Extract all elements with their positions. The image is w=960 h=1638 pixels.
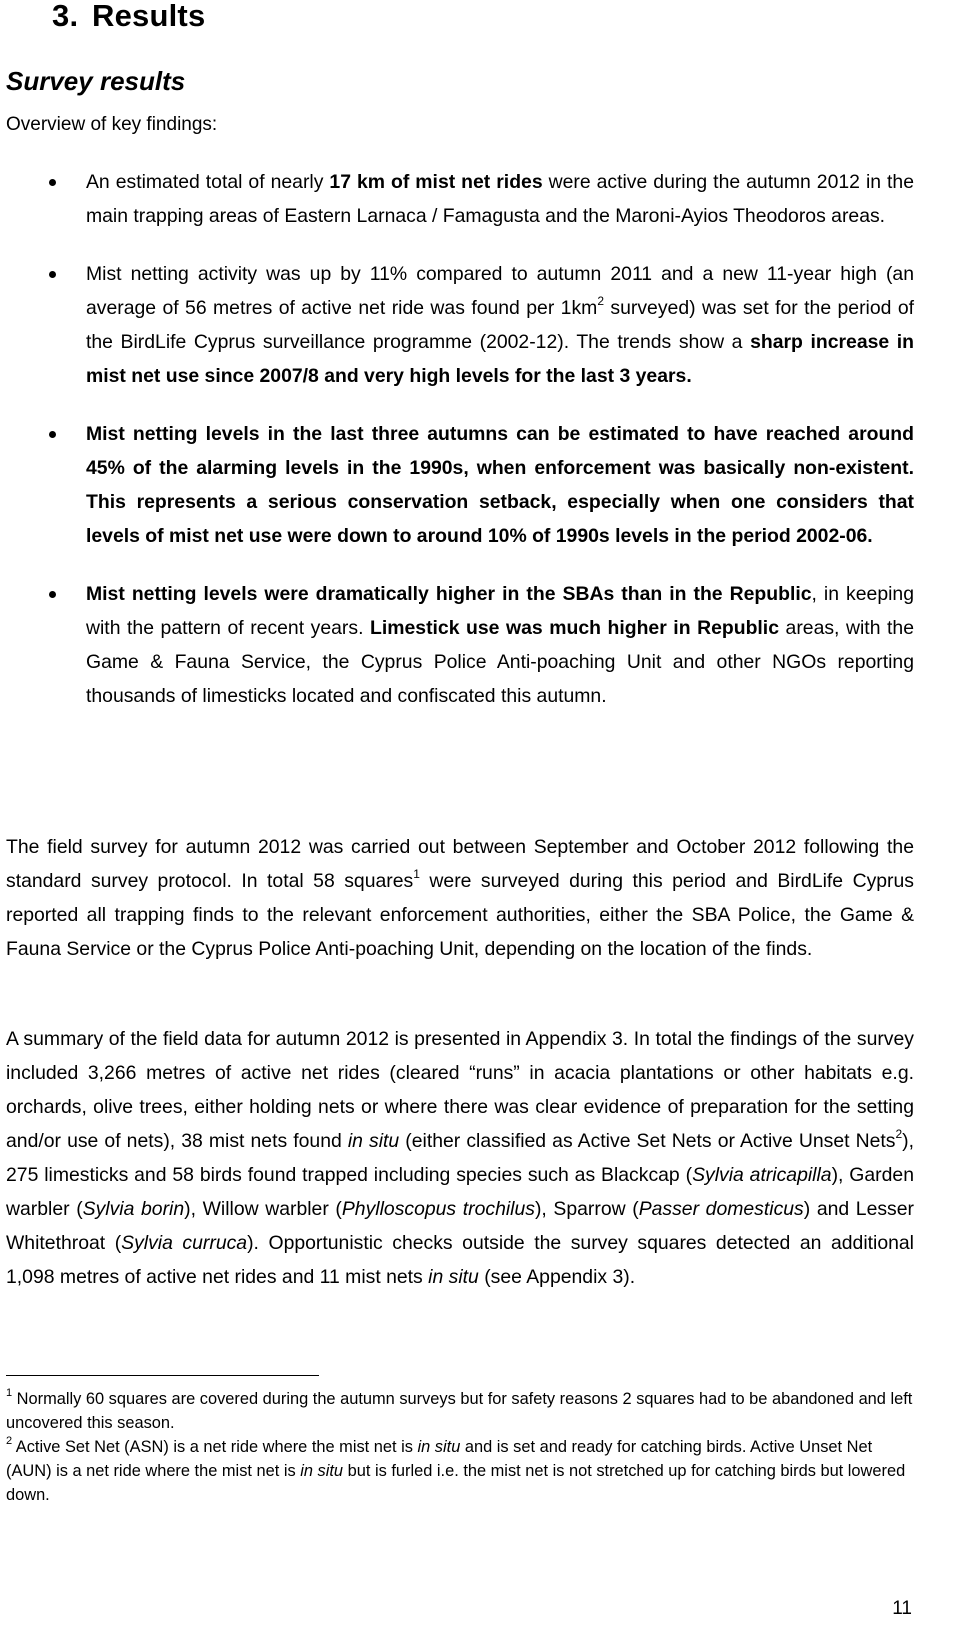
- footnote-divider: [6, 1375, 319, 1376]
- superscript: 2: [597, 293, 605, 308]
- italic-text-run: in situ: [417, 1438, 461, 1456]
- overview-label: Overview of key findings:: [6, 114, 218, 135]
- body-paragraph-summary: [6, 1022, 914, 1294]
- italic-text-run: Sylvia borin: [82, 1198, 185, 1220]
- text-run: A summary of the field data for autumn 2012 is presented in Appendix 3. In total the findings of the survey included 3,266 metres of active net rides (cleared “runs” in acacia plantations or other habitats e.g. orchards, olive trees, either holding nets or where there was clear evidence of preparation for the setting and/or use of nets), 38 mist nets found: [6, 1028, 914, 1152]
- footnote-text: Active Set Net (ASN) is a net ride where the mist net is: [12, 1438, 418, 1456]
- italic-text-run: in situ: [347, 1130, 400, 1152]
- text-run: were active during the autumn 2012 in the main trapping areas of Eastern Larnaca / Famagusta and the Maroni-Ayios Theodoros areas.: [86, 171, 914, 227]
- text-run: (either classified as Active Set Nets or Active Unset Nets: [399, 1130, 896, 1152]
- text-run: were surveyed during this period and BirdLife Cyprus reported all trapping finds to the relevant enforcement authorities, either the SBA Police, the Game & Fauna Service or the Cyprus Police Anti-poaching Unit, depending on the location of the finds.: [6, 870, 914, 960]
- text-run: surveyed) was set for the period of the BirdLife Cyprus surveillance programme (2002-12). The trends show a: [86, 297, 914, 353]
- text-run: ) and Lesser Whitethroat (: [6, 1198, 914, 1254]
- footnote-number: 1: [6, 1386, 13, 1399]
- footnote-2: [6, 1435, 914, 1507]
- bold-text-run: Limestick use was much higher in Republic: [370, 617, 779, 639]
- section-heading: [52, 0, 205, 34]
- section-number: 3.: [52, 0, 79, 33]
- footnote-text: but is furled i.e. the mist net is not stretched up for catching birds but lowered down.: [6, 1462, 906, 1504]
- bold-text-run: Mist netting levels were dramatically higher in the SBAs than in the Republic: [86, 583, 812, 605]
- italic-text-run: in situ: [300, 1462, 344, 1480]
- footnote-text: Normally 60 squares are covered during the autumn surveys but for safety reasons 2 squares had to be abandoned and left uncovered this season.: [6, 1390, 913, 1432]
- italic-text-run: Phylloscopus trochilus: [341, 1198, 535, 1220]
- section-title: Results: [92, 0, 206, 33]
- italic-text-run: in situ: [428, 1266, 479, 1288]
- page-number: 11: [892, 1598, 912, 1619]
- footnote-number: 2: [6, 1434, 13, 1447]
- text-run: ), Garden warbler (: [6, 1164, 914, 1220]
- text-run: (see Appendix 3).: [478, 1266, 636, 1288]
- italic-text-run: Passer domesticus: [638, 1198, 804, 1220]
- text-run: ). Opportunistic checks outside the survey squares detected an additional 1,098 metres of active net rides and 11 mist nets: [6, 1232, 914, 1288]
- text-run: , in keeping with the pattern of recent years.: [86, 583, 914, 639]
- text-run: areas, with the Game & Fauna Service, the Cyprus Police Anti-poaching Unit and other NGOs reporting thousands of limesticks located and confiscated this autumn.: [86, 617, 914, 707]
- footnote-text: and is set and ready for catching birds. Active Unset Net (AUN) is a net ride where the mist net is: [6, 1438, 873, 1480]
- footnote-1: [6, 1387, 914, 1435]
- footnote-ref[interactable]: 1: [413, 866, 420, 881]
- bold-text-run: sharp increase in mist net use since 2007/8 and very high levels for the last 3 years.: [86, 331, 915, 387]
- text-run: Mist netting activity was up by 11% compared to autumn 2011 and a new 11-year high (an average of 56 metres of active net ride was found per 1km: [86, 263, 914, 319]
- bold-text-run: Mist netting levels in the last three autumns can be estimated to have reached around 45% of the alarming levels in the 1990s, when enforcement was basically non-existent. This represents a serious conservation setback, especially when one considers that levels of mist net use were down to around 10% of 1990s levels in the period 2002-06.: [86, 423, 914, 547]
- text-run: ), 275 limesticks and 58 birds found trapped including species such as Blackcap (: [6, 1130, 914, 1186]
- italic-text-run: Sylvia atricapilla: [692, 1164, 832, 1186]
- text-run: ), Willow warbler (: [184, 1198, 342, 1220]
- list-item: [86, 257, 914, 393]
- bold-text-run: 17 km of mist net rides: [329, 171, 543, 193]
- footnotes: [6, 1387, 914, 1507]
- list-item: [86, 165, 914, 233]
- body-paragraph-survey: [6, 830, 914, 966]
- text-run: The field survey for autumn 2012 was carried out between September and October 2012 following the standard survey protocol. In total 58 squares: [6, 836, 914, 892]
- subsection-heading: Survey results: [6, 66, 186, 96]
- list-item: [86, 577, 914, 713]
- list-item: [86, 417, 914, 553]
- text-run: ), Sparrow (: [534, 1198, 639, 1220]
- footnote-ref[interactable]: 2: [895, 1126, 903, 1141]
- italic-text-run: Sylvia curruca: [121, 1232, 248, 1254]
- text-run: An estimated total of nearly: [86, 171, 330, 193]
- key-findings-list: [86, 165, 914, 737]
